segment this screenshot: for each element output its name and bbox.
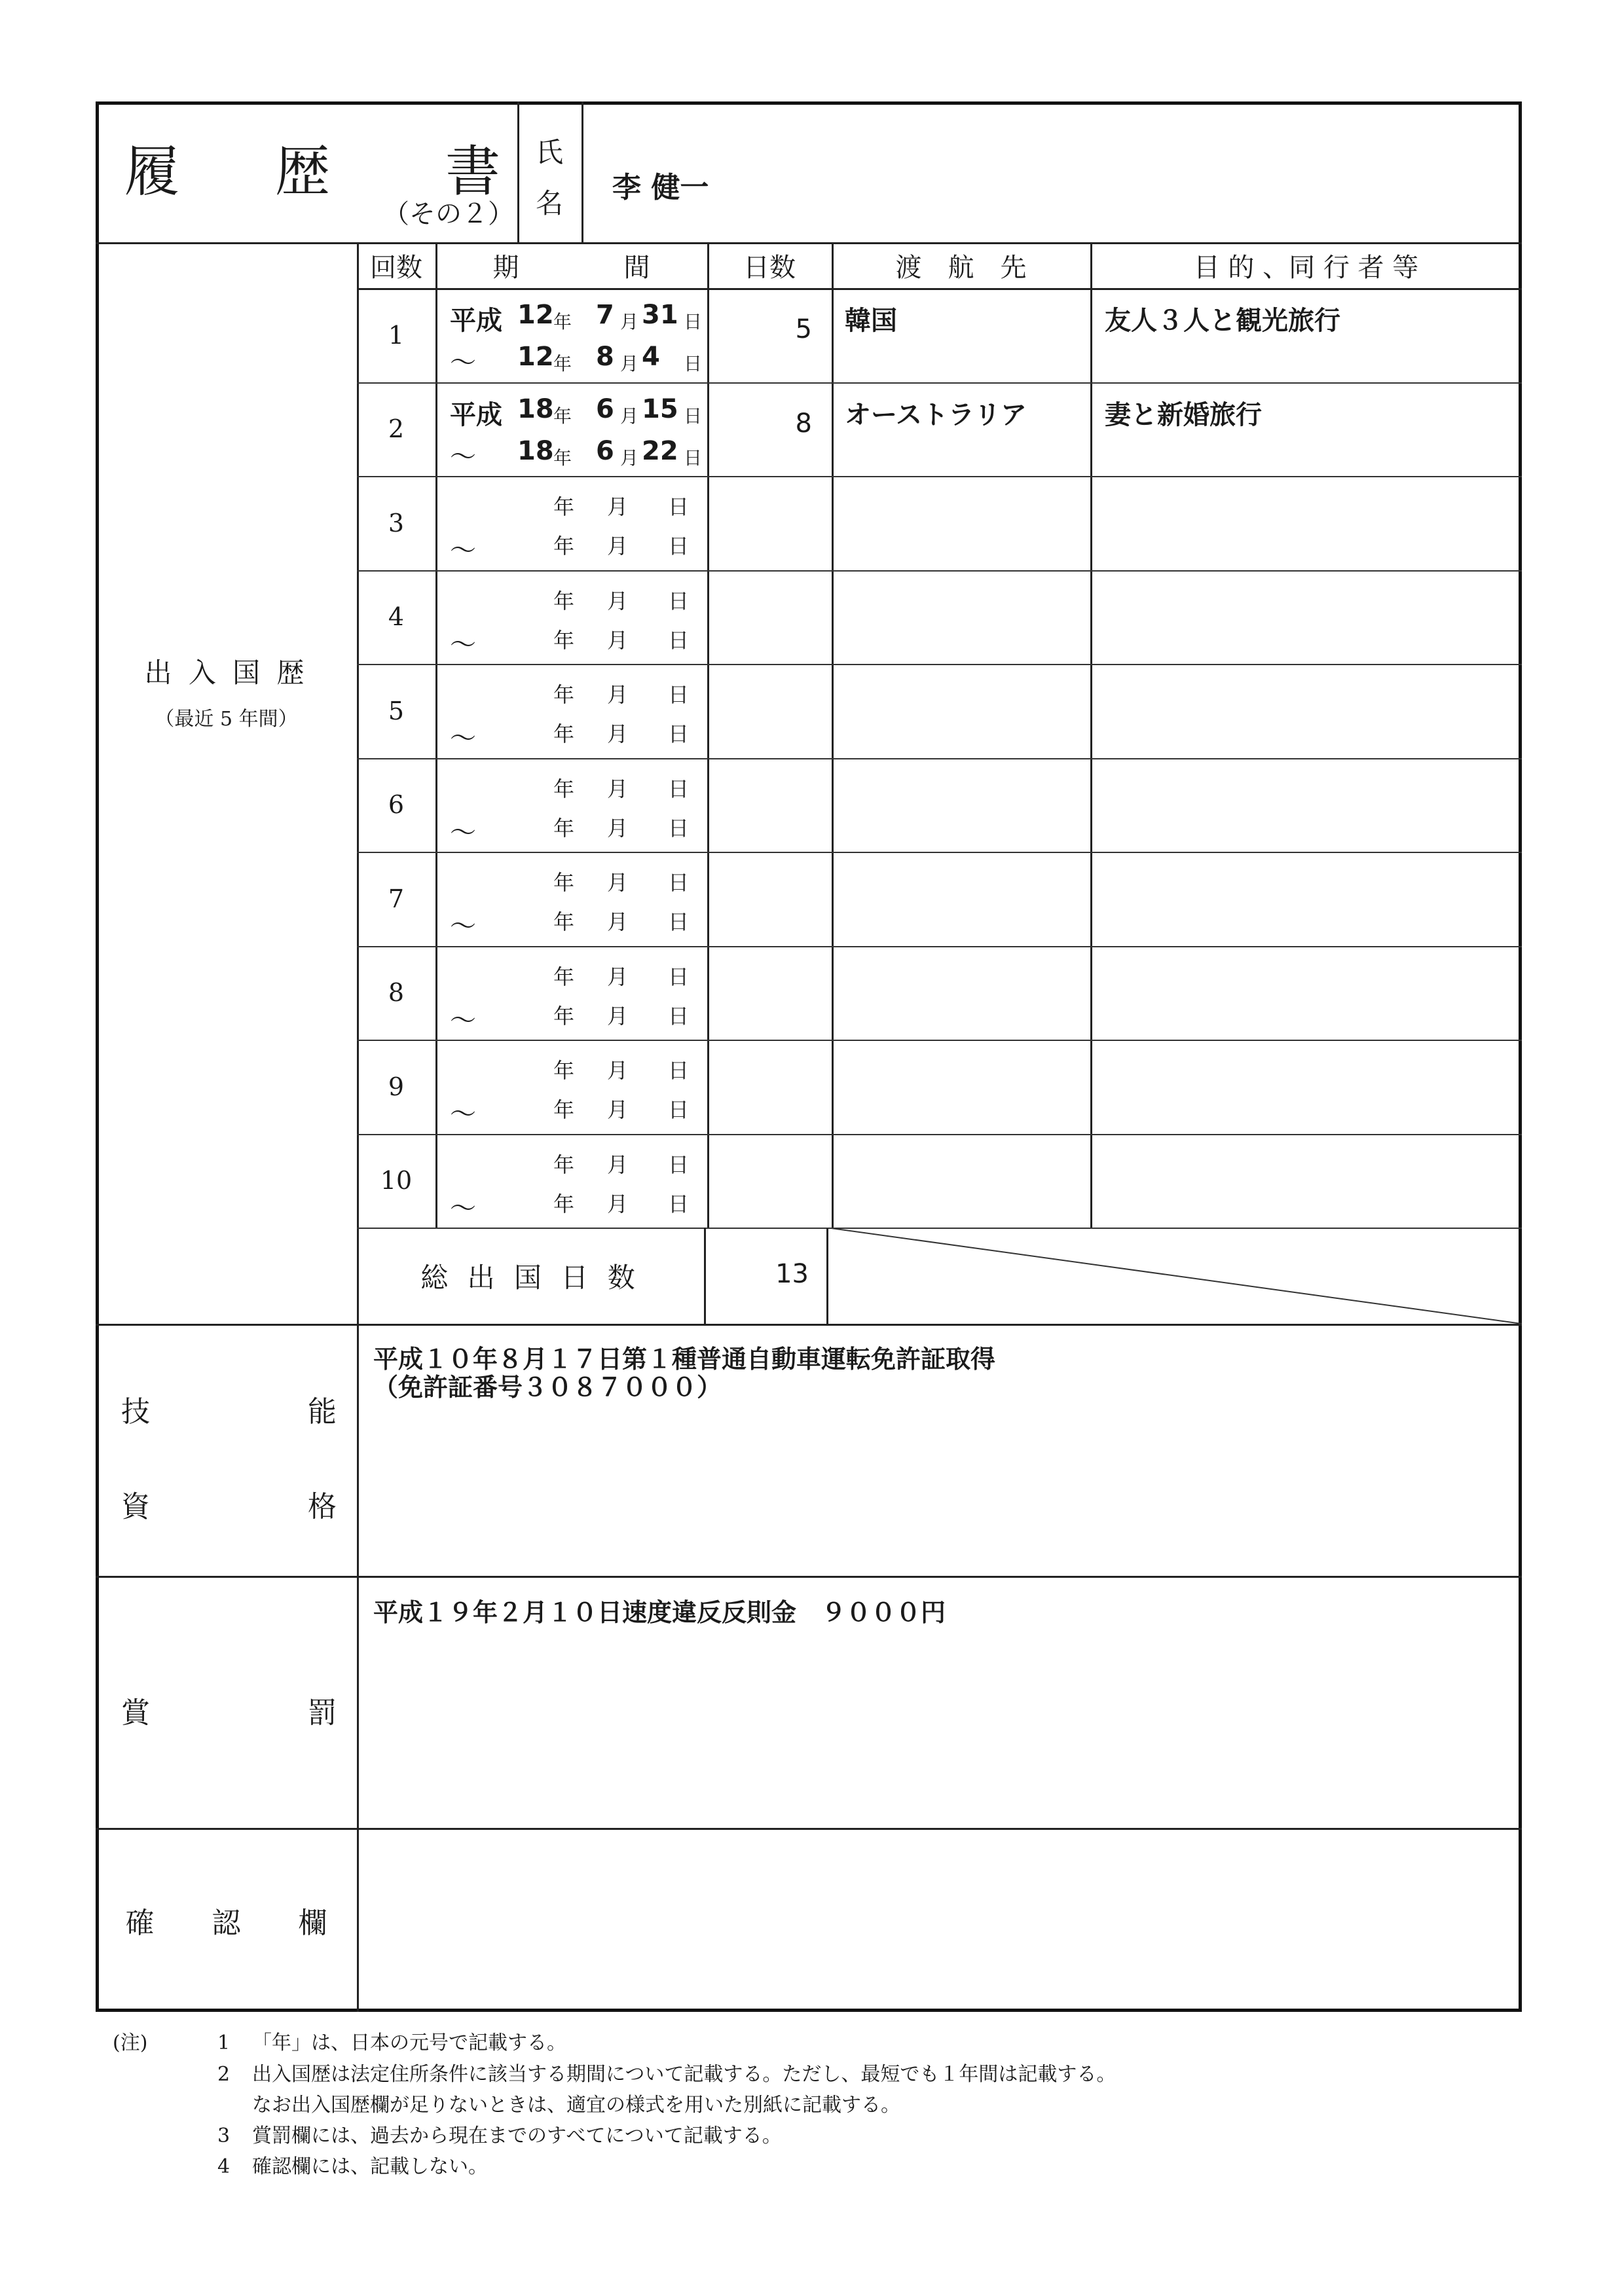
date-unit-year: 年	[553, 1003, 575, 1029]
name-label-char: 名	[536, 187, 564, 219]
table-column-line	[707, 242, 709, 1228]
date-unit-month: 月	[607, 588, 629, 613]
period-end-month: 6	[596, 435, 614, 466]
date-unit-day: 日	[684, 446, 703, 469]
period-era: 平成	[450, 399, 502, 430]
date-unit-day: 日	[668, 870, 690, 895]
date-unit-month: 月	[620, 446, 639, 469]
date-unit-day: 日	[668, 1152, 690, 1177]
date-unit-month: 月	[607, 494, 629, 519]
row-number: 4	[388, 602, 405, 632]
travel-section-sublabel: （最近 5 年間）	[155, 708, 298, 731]
note-text: 出入国歴は法定住所条件に該当する期間について記載する。ただし、最短でも１年間は記載する。	[252, 2063, 1116, 2086]
row-number: 8	[388, 978, 405, 1008]
confirm-label: 確 認 欄	[125, 1906, 327, 1940]
date-unit-month: 月	[620, 353, 639, 374]
date-unit-month: 月	[607, 870, 629, 895]
note-number: 4	[217, 2155, 231, 2178]
row-divider	[357, 758, 1522, 759]
date-unit-year: 年	[553, 1191, 575, 1216]
skills-line-1: 平成１０年８月１７日第１種普通自動車運転免許証取得	[373, 1345, 996, 1374]
row-divider	[357, 852, 1522, 853]
period-tilde: ～	[450, 723, 476, 754]
period-end-day: 22	[642, 435, 678, 466]
days-count: 5	[795, 314, 812, 344]
note-number: 2	[217, 2063, 231, 2086]
period-tilde: ～	[450, 536, 476, 566]
date-unit-year: 年	[553, 1058, 575, 1083]
date-unit-month: 月	[607, 721, 629, 746]
note-text: 「年」は、日本の元号で記載する。	[252, 2032, 566, 2054]
date-unit-year: 年	[553, 627, 575, 653]
period-end-day: 4	[642, 342, 660, 372]
row-divider	[357, 1040, 1522, 1041]
row-number: 7	[388, 884, 405, 913]
days-count: 8	[795, 408, 812, 439]
row-divider	[357, 664, 1522, 665]
date-unit-day: 日	[668, 588, 690, 613]
date-unit-day: 日	[668, 627, 690, 653]
date-unit-day: 日	[668, 1097, 690, 1122]
table-column-line	[435, 242, 437, 1228]
date-unit-month: 月	[607, 964, 629, 989]
date-unit-year: 年	[553, 1097, 575, 1122]
date-unit-year: 年	[553, 588, 575, 613]
date-unit-month: 月	[620, 405, 639, 427]
date-unit-month: 月	[607, 1152, 629, 1177]
date-unit-day: 日	[668, 964, 690, 989]
row-number: 10	[380, 1166, 413, 1195]
total-days-value: 13	[775, 1259, 809, 1289]
row-divider	[357, 476, 1522, 477]
date-unit-day: 日	[668, 1003, 690, 1029]
date-unit-year: 年	[553, 405, 572, 427]
date-unit-year: 年	[553, 870, 575, 895]
period-start-year: 12	[517, 300, 554, 330]
row-number: 9	[388, 1072, 405, 1101]
date-unit-day: 日	[668, 494, 690, 519]
travel-bottom	[96, 1324, 1522, 1326]
period-tilde: ～	[450, 817, 476, 848]
row-divider	[357, 1134, 1522, 1135]
purpose: 妻と新婚旅行	[1105, 399, 1262, 430]
date-unit-day: 日	[668, 776, 690, 801]
date-unit-year: 年	[553, 446, 572, 469]
period-start-day: 15	[642, 393, 678, 424]
row-number: 2	[388, 414, 405, 444]
destination: オーストラリア	[845, 399, 1027, 430]
row-number: 1	[388, 320, 405, 350]
row-divider	[357, 570, 1522, 572]
period-tilde: ～	[450, 348, 476, 378]
date-unit-year: 年	[553, 311, 572, 333]
title-char: 書	[445, 139, 501, 204]
header-vline-1	[517, 101, 519, 242]
note-number: 1	[217, 2032, 231, 2054]
column-header: 目 的 、同 行 者 等	[1193, 252, 1419, 283]
destination: 韓国	[845, 306, 897, 336]
total-days-label: 総 出 国 日 数	[420, 1261, 640, 1294]
date-unit-month: 月	[607, 534, 629, 558]
date-unit-month: 月	[607, 909, 629, 934]
name-label-char: 氏	[536, 136, 564, 168]
period-start-day: 31	[642, 300, 678, 330]
skills-label-char: 技	[121, 1395, 150, 1429]
purpose: 友人３人と観光旅行	[1105, 306, 1340, 336]
date-unit-month: 月	[607, 776, 629, 801]
date-unit-year: 年	[553, 534, 575, 558]
skills-line-2: （免許証番号３０８７０００）	[373, 1373, 722, 1402]
column-header: 回数	[370, 252, 422, 283]
date-unit-year: 年	[553, 682, 575, 707]
date-unit-month: 月	[607, 1097, 629, 1122]
date-unit-year: 年	[553, 776, 575, 801]
subtitle: （その２）	[383, 199, 514, 229]
note-text: 確認欄には、記載しない。	[252, 2155, 488, 2178]
date-unit-day: 日	[668, 682, 690, 707]
period-era: 平成	[450, 306, 502, 336]
date-unit-day: 日	[668, 815, 690, 841]
applicant-name: 李 健一	[612, 171, 709, 204]
period-tilde: ～	[450, 441, 476, 472]
period-tilde: ～	[450, 911, 476, 941]
date-unit-month: 月	[607, 1191, 629, 1216]
date-unit-day: 日	[668, 909, 690, 934]
period-start-year: 18	[517, 393, 554, 424]
awards-text: 平成１９年２月１０日速度違反反則金 ９０００円	[373, 1598, 946, 1627]
date-unit-day: 日	[684, 405, 703, 427]
table-head-divider	[357, 288, 1522, 290]
date-unit-day: 日	[668, 534, 690, 558]
title-char: 履	[124, 139, 180, 204]
diagonal-line	[826, 1228, 1522, 1324]
period-end-year: 12	[517, 342, 554, 372]
date-unit-year: 年	[553, 494, 575, 519]
note-number: 3	[217, 2124, 231, 2147]
row-number: 6	[388, 790, 405, 820]
period-start-month: 6	[596, 393, 614, 424]
date-unit-year: 年	[553, 964, 575, 989]
header-vline-2	[581, 101, 583, 242]
skills-bottom	[96, 1576, 1522, 1578]
date-unit-year: 年	[553, 909, 575, 934]
period-tilde: ～	[450, 629, 476, 660]
date-unit-day: 日	[684, 311, 703, 333]
date-unit-year: 年	[553, 721, 575, 746]
awards-label-char: 賞	[121, 1696, 150, 1730]
date-unit-year: 年	[553, 353, 572, 374]
period-start-month: 7	[596, 300, 614, 330]
date-unit-month: 月	[607, 1058, 629, 1083]
date-unit-month: 月	[607, 1003, 629, 1029]
column-header: 期 間	[492, 252, 650, 283]
date-unit-day: 日	[668, 1058, 690, 1083]
period-end-month: 8	[596, 342, 614, 372]
row-number: 3	[388, 508, 405, 538]
date-unit-day: 日	[684, 353, 703, 374]
notes-head: (注)	[113, 2032, 148, 2054]
date-unit-day: 日	[668, 1191, 690, 1216]
title-char: 歴	[275, 139, 331, 204]
date-unit-month: 月	[607, 627, 629, 653]
skills-label-char: 格	[308, 1490, 337, 1523]
date-unit-month: 月	[607, 682, 629, 707]
column-header: 渡 航 先	[895, 252, 1027, 283]
date-unit-year: 年	[553, 1152, 575, 1177]
period-tilde: ～	[450, 1193, 476, 1224]
column-header: 日数	[743, 252, 796, 283]
travel-section-label: 出 入 国 歴	[144, 657, 308, 689]
row-divider	[357, 382, 1522, 384]
table-column-line	[832, 242, 834, 1228]
date-unit-month: 月	[620, 311, 639, 333]
table-column-line	[1090, 242, 1092, 1228]
note-text: なお出入国歴欄が足りないときは、適宜の様式を用いた別紙に記載する。	[252, 2094, 900, 2117]
period-tilde: ～	[450, 1005, 476, 1036]
skills-label-char: 能	[308, 1395, 337, 1429]
total-diagonal	[826, 1228, 1522, 1324]
date-unit-year: 年	[553, 815, 575, 841]
row-number: 5	[388, 696, 405, 725]
period-tilde: ～	[450, 1099, 476, 1129]
awards-label-char: 罰	[308, 1696, 337, 1730]
date-unit-month: 月	[607, 815, 629, 841]
row-divider	[357, 946, 1522, 947]
date-unit-day: 日	[668, 721, 690, 746]
period-end-year: 18	[517, 435, 554, 466]
skills-label-char: 資	[121, 1490, 150, 1523]
note-text: 賞罰欄には、過去から現在までのすべてについて記載する。	[252, 2124, 782, 2147]
